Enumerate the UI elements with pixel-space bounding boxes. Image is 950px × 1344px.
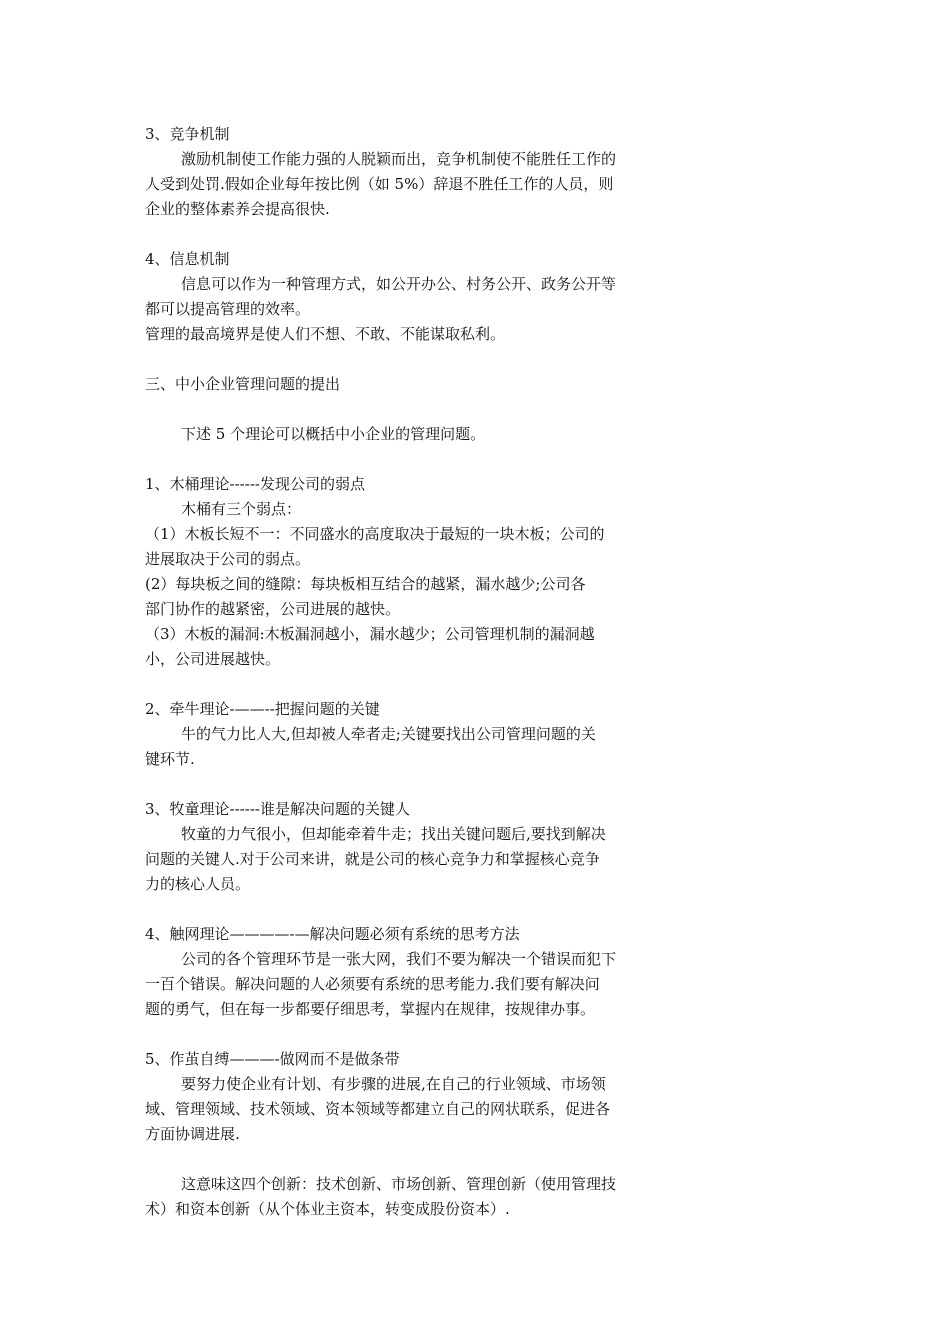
text-section — [145, 372, 675, 397]
text-line: 都可以提高管理的效率。 — [145, 300, 311, 318]
text-line: 域、管理领域、技术领域、资本领域等都建立自己的网状联系，促进各 — [145, 1100, 611, 1118]
text-section — [145, 697, 675, 772]
text-line: 小，公司进展越快。 — [145, 650, 281, 668]
text-line: 进展取决于公司的弱点。 — [145, 550, 311, 568]
text-line: 力的核心人员。 — [145, 875, 251, 893]
text-line: 1、木桶理论------发现公司的弱点 — [145, 475, 365, 493]
paragraph-gap — [145, 897, 675, 922]
text-line: 下述 5 个理论可以概括中小企业的管理问题。 — [181, 425, 486, 443]
paragraph-gap — [145, 1147, 675, 1172]
paragraph-gap — [145, 772, 675, 797]
paragraph-gap — [145, 222, 675, 247]
text-line: 信息可以作为一种管理方式，如公开办公、村务公开、政务公开等 — [181, 275, 617, 293]
paragraph-gap — [145, 347, 675, 372]
text-line: 2、牵牛理论-——--把握问题的关键 — [145, 700, 380, 718]
text-section — [145, 1047, 675, 1147]
text-section — [145, 472, 675, 672]
text-line: 4、信息机制 — [145, 250, 230, 268]
text-line: （3）木板的漏洞:木板漏洞越小，漏水越少；公司管理机制的漏洞越 — [145, 625, 595, 643]
text-line: 人受到处罚.假如企业每年按比例（如 5%）辞退不胜任工作的人员，则 — [145, 175, 614, 193]
text-line: 题的勇气，但在每一步都要仔细思考，掌握内在规律，按规律办事。 — [145, 1000, 596, 1018]
paragraph-gap — [145, 1022, 675, 1047]
paragraph-gap — [145, 447, 675, 472]
text-line: 公司的各个管理环节是一张大网，我们不要为解决一个错误而犯下 — [181, 950, 617, 968]
text-line: 3、牧童理论------谁是解决问题的关键人 — [145, 800, 410, 818]
text-section — [145, 247, 675, 347]
text-line: 牧童的力气很小，但却能牵着牛走；找出关键问题后,要找到解决 — [181, 825, 606, 843]
text-section — [145, 922, 675, 1022]
paragraph-gap — [145, 672, 675, 697]
text-line: 4、触网理论————-—解决问题必须有系统的思考方法 — [145, 925, 520, 943]
text-line: 三、中小企业管理问题的提出 — [145, 375, 341, 393]
text-section — [145, 797, 675, 897]
text-line: 要努力使企业有计划、有步骤的进展,在自己的行业领域、市场领 — [181, 1075, 606, 1093]
text-line: 企业的整体素养会提高很快. — [145, 200, 330, 218]
text-line: 管理的最高境界是使人们不想、不敢、不能谋取私利。 — [145, 325, 506, 343]
paragraph-gap — [145, 397, 675, 422]
text-line: 部门协作的越紧密，公司进展的越快。 — [145, 600, 401, 618]
text-section — [145, 422, 675, 447]
text-line: 键环节. — [145, 750, 195, 768]
text-section — [145, 122, 675, 222]
text-line: 5、作茧自缚———-做网而不是做条带 — [145, 1050, 400, 1068]
text-section — [145, 1172, 675, 1222]
text-line: （1）木板长短不一：不同盛水的高度取决于最短的一块木板；公司的 — [145, 525, 605, 543]
text-line: 激励机制使工作能力强的人脱颖而出，竞争机制使不能胜任工作的 — [181, 150, 617, 168]
text-line: 这意味这四个创新：技术创新、市场创新、管理创新（使用管理技 — [181, 1175, 617, 1193]
text-line: 3、竞争机制 — [145, 125, 230, 143]
text-line: (2）每块板之间的缝隙：每块板相互结合的越紧，漏水越少;公司各 — [145, 575, 586, 593]
text-line: 术）和资本创新（从个体业主资本，转变成股份资本）. — [145, 1200, 510, 1218]
document-body — [145, 122, 675, 1222]
text-line: 方面协调进展. — [145, 1125, 240, 1143]
text-line: 问题的关键人.对于公司来讲，就是公司的核心竞争力和掌握核心竞争 — [145, 850, 600, 868]
text-line: 一百个错误。解决问题的人必须要有系统的思考能力.我们要有解决问 — [145, 975, 600, 993]
text-line: 木桶有三个弱点： — [181, 500, 302, 518]
text-line: 牛的气力比人大,但却被人牵者走;关键要找出公司管理问题的关 — [181, 725, 596, 743]
